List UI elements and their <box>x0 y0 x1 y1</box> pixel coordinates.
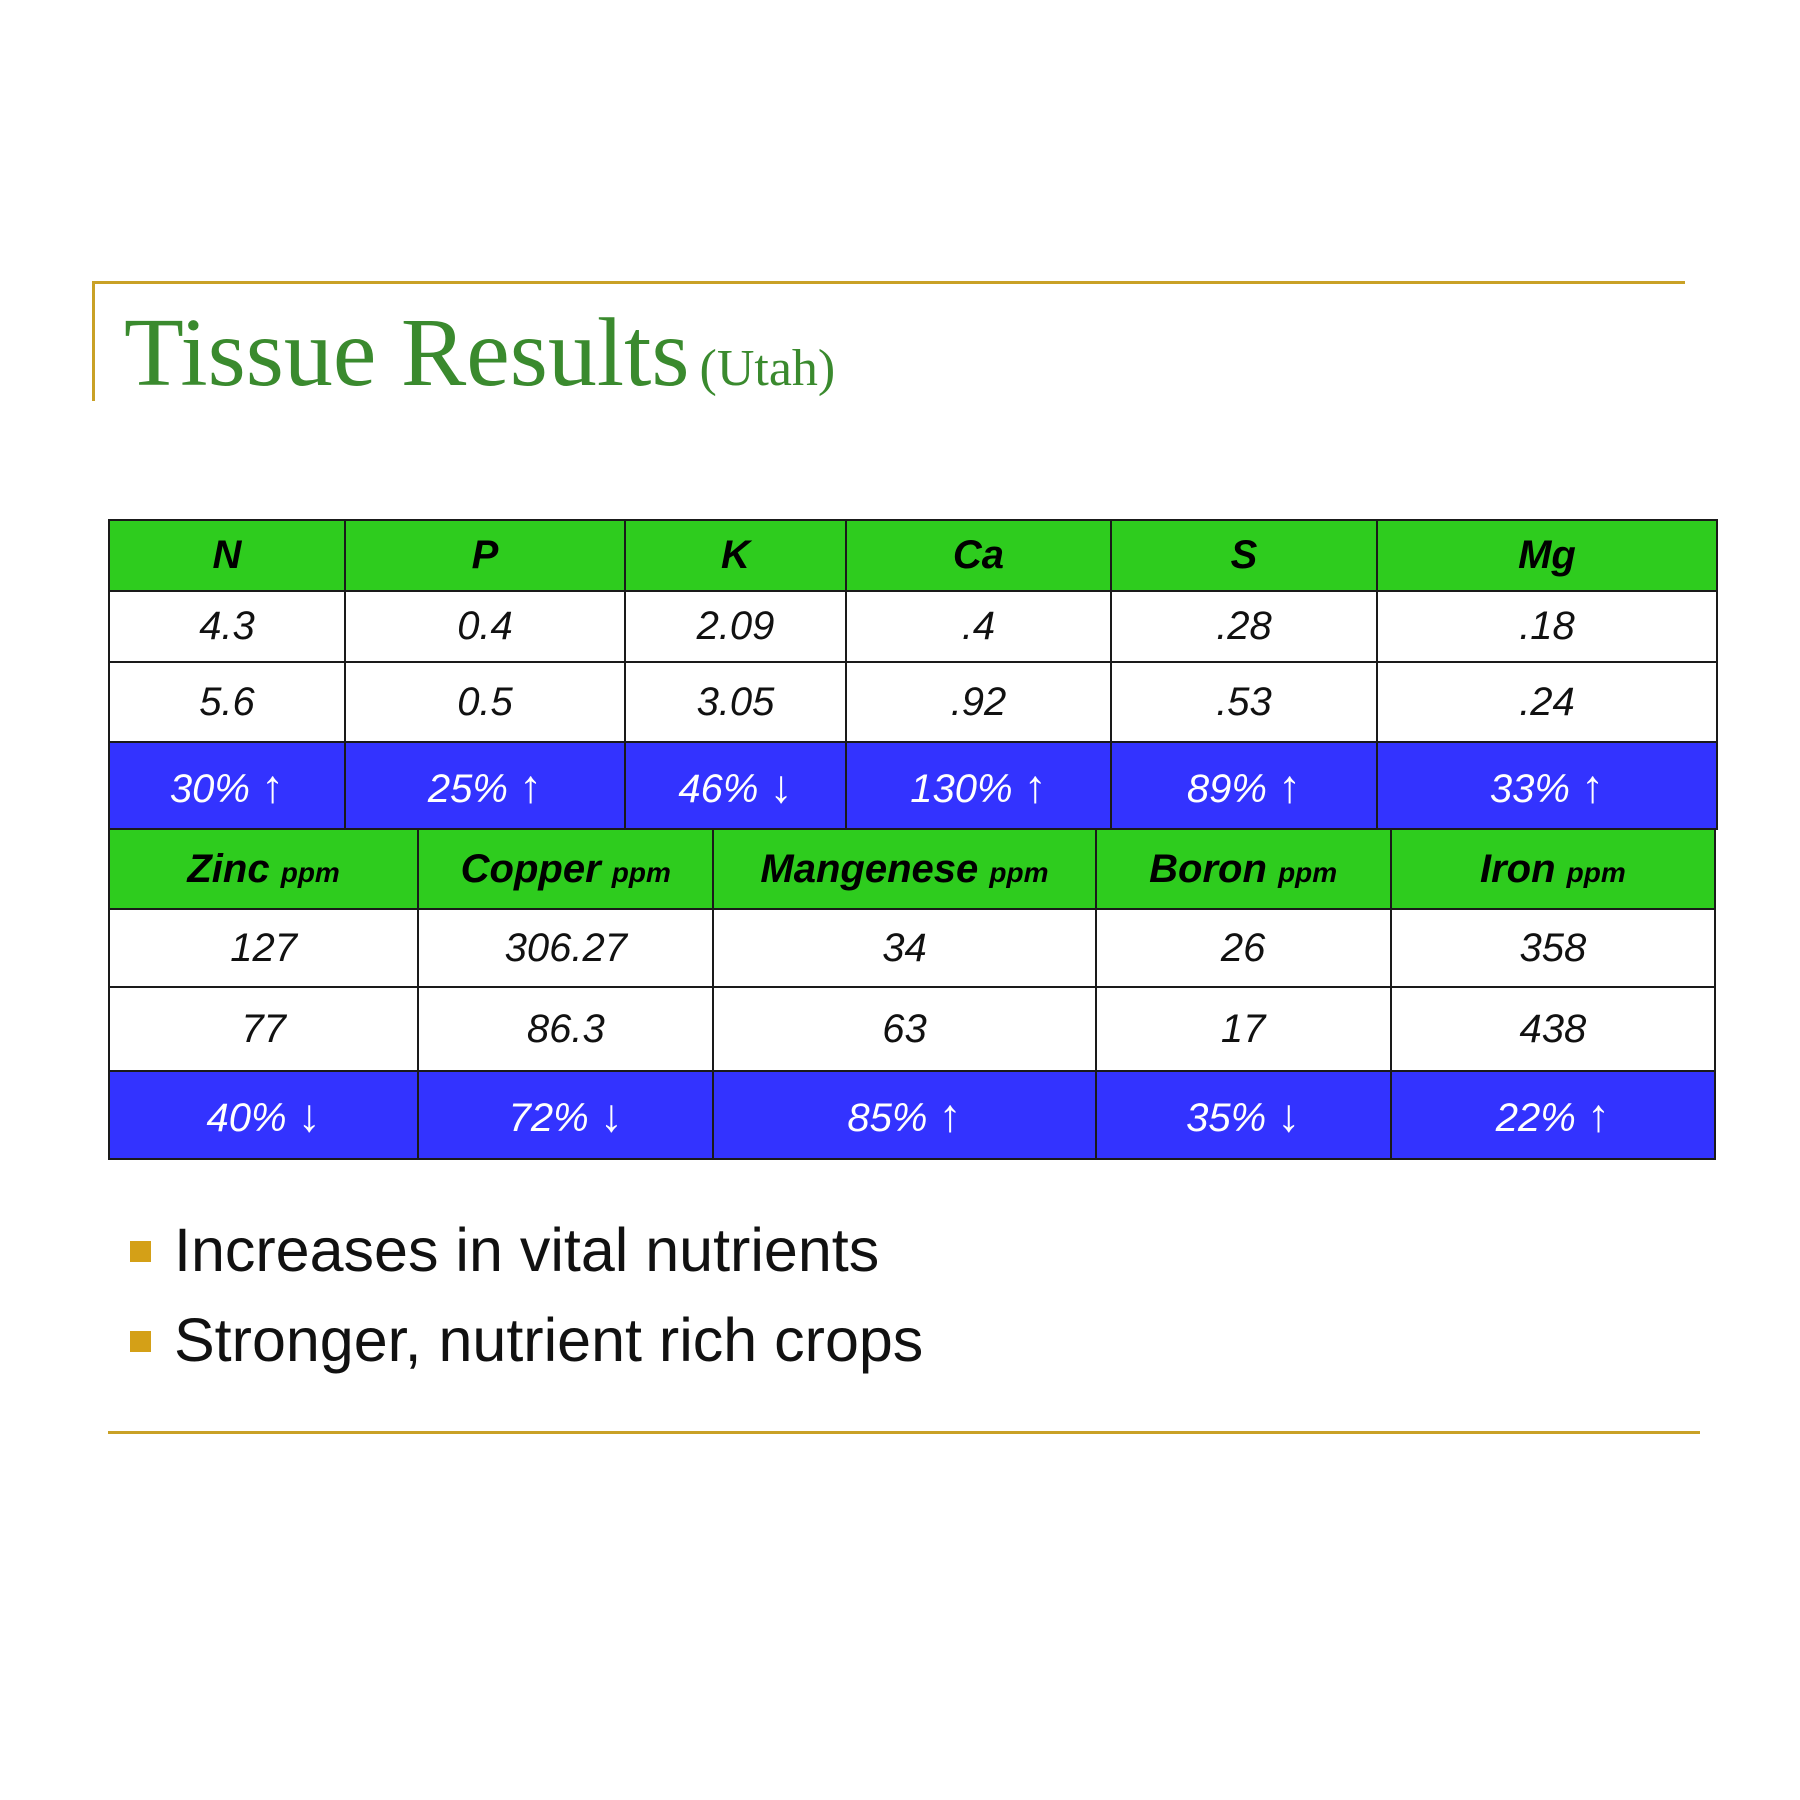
macronutrient-table <box>108 519 1718 830</box>
change-arrow-icon: ↑ <box>938 1089 962 1141</box>
change-arrow-icon: ↓ <box>297 1089 321 1141</box>
change-cell <box>713 1071 1095 1159</box>
bullet-item <box>130 1205 923 1295</box>
value-cell: 3.05 <box>625 662 846 742</box>
value-cell: 63 <box>713 987 1095 1071</box>
header-cell: N <box>109 520 345 591</box>
value-cell: .24 <box>1377 662 1717 742</box>
bullet-square-icon <box>130 1331 151 1352</box>
change-cell <box>1391 1071 1715 1159</box>
header-cell: S <box>1111 520 1377 591</box>
header-cell <box>1096 829 1391 909</box>
change-percent: 130% <box>910 766 1013 811</box>
header-cell <box>1391 829 1715 909</box>
value-cell: 358 <box>1391 909 1715 987</box>
change-percent: 46% <box>678 766 759 811</box>
header-unit: ppm <box>1278 856 1338 888</box>
value-cell: 438 <box>1391 987 1715 1071</box>
macro-change-row <box>109 742 1717 829</box>
micronutrient-table <box>108 828 1716 1160</box>
header-unit: ppm <box>1566 856 1626 888</box>
change-cell <box>1377 742 1717 829</box>
header-unit: ppm <box>280 856 340 888</box>
value-cell: 34 <box>713 909 1095 987</box>
change-cell <box>1111 742 1377 829</box>
table-row <box>109 662 1717 742</box>
micro-change-row <box>109 1071 1715 1159</box>
change-arrow-icon: ↓ <box>599 1089 623 1141</box>
change-cell <box>1096 1071 1391 1159</box>
value-cell: .53 <box>1111 662 1377 742</box>
change-percent: 25% <box>427 766 508 811</box>
header-label: Mangenese <box>760 846 979 891</box>
change-arrow-icon: ↑ <box>1586 1089 1610 1141</box>
table-row <box>109 591 1717 662</box>
header-cell: Mg <box>1377 520 1717 591</box>
value-cell: 4.3 <box>109 591 345 662</box>
header-cell: P <box>345 520 625 591</box>
change-arrow-icon: ↑ <box>1278 759 1302 812</box>
slide-title <box>124 300 835 408</box>
value-cell: 86.3 <box>418 987 713 1071</box>
value-cell: 127 <box>109 909 418 987</box>
micro-header-row <box>109 829 1715 909</box>
value-cell: 5.6 <box>109 662 345 742</box>
bullet-item <box>130 1295 923 1385</box>
change-cell <box>625 742 846 829</box>
table-row <box>109 987 1715 1071</box>
change-cell <box>109 742 345 829</box>
header-cell <box>713 829 1095 909</box>
title-side-rule <box>92 281 95 401</box>
header-label: Copper <box>460 846 601 891</box>
title-subtitle: (Utah) <box>699 340 836 397</box>
header-cell: K <box>625 520 846 591</box>
change-arrow-icon: ↑ <box>1023 759 1047 812</box>
value-cell: 306.27 <box>418 909 713 987</box>
header-unit: ppm <box>989 856 1049 888</box>
value-cell: .28 <box>1111 591 1377 662</box>
title-text: Tissue Results <box>124 299 690 407</box>
change-cell <box>846 742 1111 829</box>
change-percent: 89% <box>1186 766 1267 811</box>
value-cell: 26 <box>1096 909 1391 987</box>
top-rule <box>93 281 1685 284</box>
bullet-text: Stronger, nutrient rich crops <box>174 1306 924 1374</box>
header-label: Boron <box>1149 846 1267 891</box>
change-percent: 30% <box>169 766 250 811</box>
change-percent: 33% <box>1489 766 1570 811</box>
change-cell <box>418 1071 713 1159</box>
value-cell: 2.09 <box>625 591 846 662</box>
change-cell <box>109 1071 418 1159</box>
change-percent: 40% <box>206 1096 287 1140</box>
value-cell: .4 <box>846 591 1111 662</box>
change-percent: 85% <box>847 1096 928 1140</box>
change-arrow-icon: ↓ <box>769 759 793 812</box>
value-cell: 77 <box>109 987 418 1071</box>
change-percent: 35% <box>1186 1096 1267 1140</box>
header-cell <box>109 829 418 909</box>
header-label: Iron <box>1479 846 1556 891</box>
bullet-list <box>130 1205 923 1385</box>
change-arrow-icon: ↓ <box>1277 1089 1301 1141</box>
header-cell <box>418 829 713 909</box>
header-label: Zinc <box>187 846 270 891</box>
value-cell: 0.5 <box>345 662 625 742</box>
change-cell <box>345 742 625 829</box>
header-unit: ppm <box>611 856 671 888</box>
bullet-text: Increases in vital nutrients <box>174 1216 880 1284</box>
macro-header-row <box>109 520 1717 591</box>
value-cell: 0.4 <box>345 591 625 662</box>
value-cell: .92 <box>846 662 1111 742</box>
change-percent: 72% <box>508 1096 589 1140</box>
value-cell: 17 <box>1096 987 1391 1071</box>
change-arrow-icon: ↑ <box>519 759 543 812</box>
change-arrow-icon: ↑ <box>1581 759 1605 812</box>
value-cell: .18 <box>1377 591 1717 662</box>
change-arrow-icon: ↑ <box>261 759 285 812</box>
bullet-square-icon <box>130 1241 151 1262</box>
change-percent: 22% <box>1495 1096 1576 1140</box>
header-cell: Ca <box>846 520 1111 591</box>
table-row <box>109 909 1715 987</box>
bottom-rule <box>108 1431 1700 1434</box>
